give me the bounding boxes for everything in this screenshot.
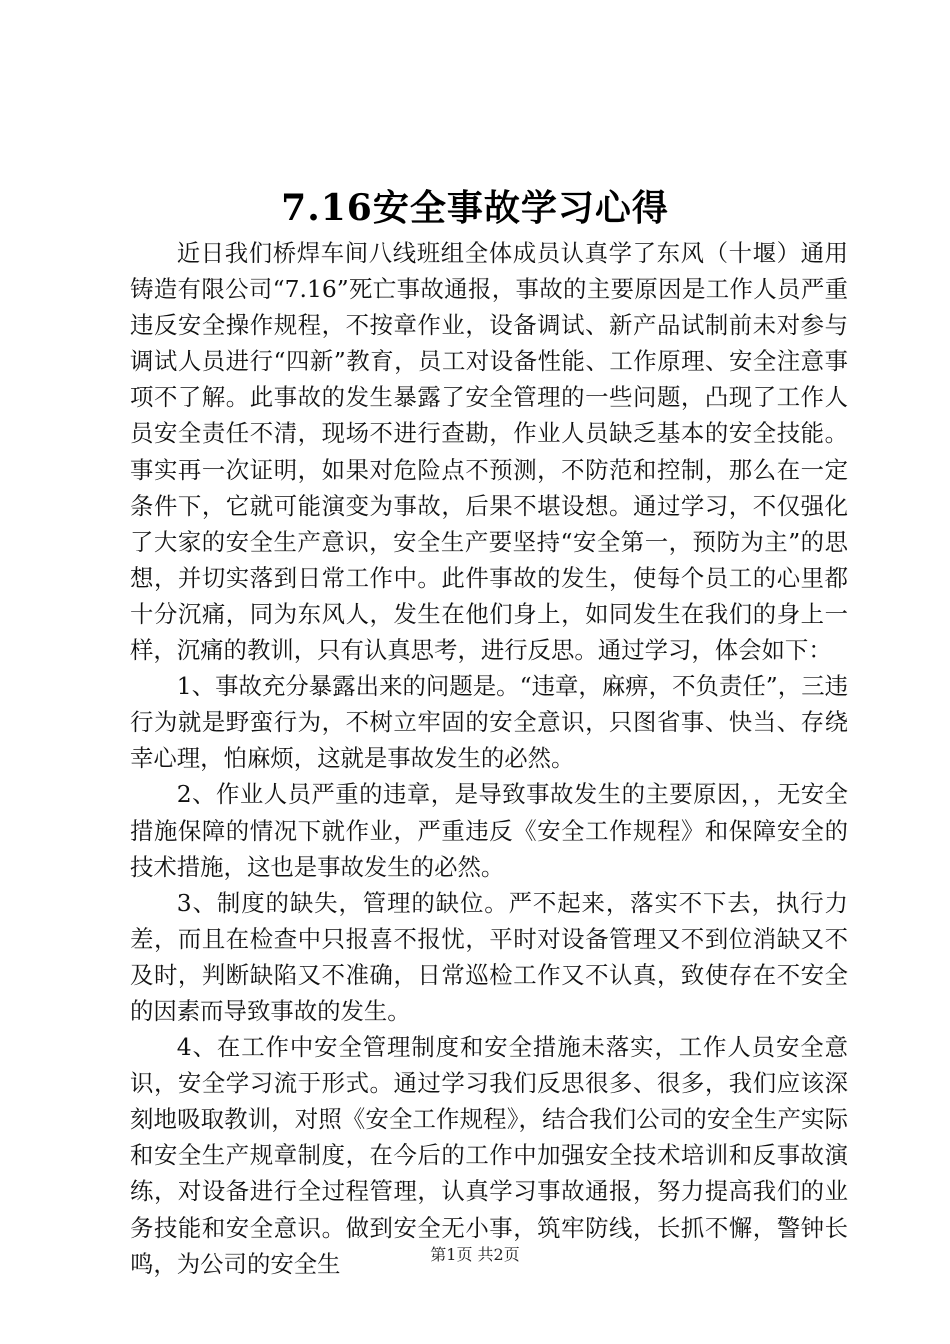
paragraph-point-2: 2、作业人员严重的违章，是导致事故发生的主要原因，，无安全措施保障的情况下就作业，严重违反《安全工作规程》和保障安全的技术措施，这也是事故发生的必然。: [130, 780, 848, 881]
document-title: 7.16安全事故学习心得: [281, 187, 669, 229]
paragraph-point-1: 1、事故充分暴露出来的问题是。“违章，麻痹，不负责任”，三违行为就是野蛮行为，不树立牢固的安全意识，只图省事、快当、存绕幸心理，怕麻烦，这就是事故发生的必然。: [130, 672, 848, 773]
document-body: [130, 235, 848, 1282]
paragraph-point-4: 4、在工作中安全管理制度和安全措施未落实，工作人员安全意识，安全学习流于形式。通过学习我们反思很多、很多，我们应该深刻地吸取教训，对照《安全工作规程》，结合我们公司的安全生产实际和安全生产规章制度，在今后的工作中加强安全技术培训和反事故演练，对设备进行全过程管理，认真学习事故通报，努力提高我们的业务技能和安全意识。做到安全无小事，筑牢防线，长抓不懈，警钟长鸣，为公司的安全生: [130, 1033, 848, 1278]
paragraph-point-3: 3、制度的缺失，管理的缺位。严不起来，落实不下去，执行力差，而且在检查中只报喜不报忧，平时对设备管理又不到位消缺又不及时，判断缺陷又不准确，日常巡检工作又不认真，致使存在不安全的因素而导致事故的发生。: [130, 888, 848, 1025]
paragraph-intro: 近日我们桥焊车间八线班组全体成员认真学了东风（十堰）通用铸造有限公司“7.16”死亡事故通报，事故的主要原因是工作人员严重违反安全操作规程，不按章作业，设备调试、新产品试制前未对参与调试人员进行“四新”教育，员工对设备性能、工作原理、安全注意事项不了解。此事故的发生暴露了安全管理的一些问题，凸现了工作人员安全责任不清，现场不进行查勘，作业人员缺乏基本的安全技能。事实再一次证明，如果对危险点不预测，不防范和控制，那么在一定条件下，它就可能演变为事故，后果不堪设想。通过学习，不仅强化了大家的安全生产意识，安全生产要坚持“安全第一，预防为主”的思想，并切实落到日常工作中。此件事故的发生，使每个员工的心里都十分沉痛，同为东风人，发生在他们身上，如同发生在我们的身上一样，沉痛的教训，只有认真思考，进行反思。通过学习，体会如下：: [130, 239, 848, 665]
page-number: 第1页 共2页: [430, 1245, 520, 1264]
